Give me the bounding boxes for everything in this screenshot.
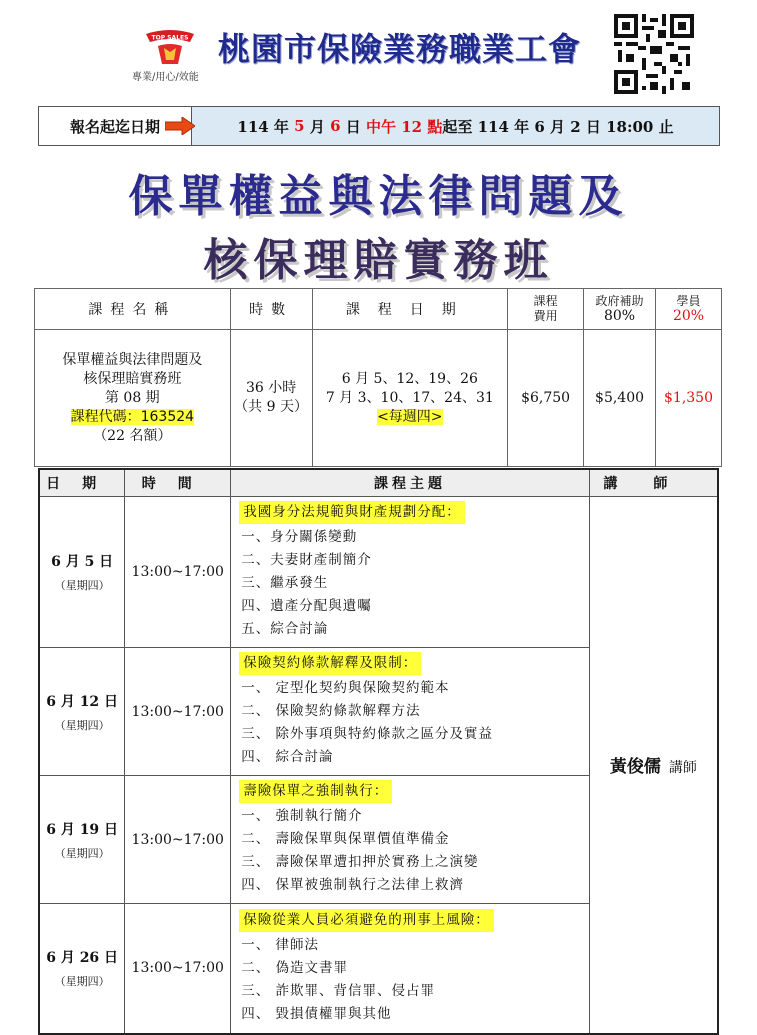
session-weekday: （星期四） — [54, 846, 110, 860]
list-item: 四、 毀損債權罪與其他 — [241, 1005, 392, 1022]
session-topic-cell — [231, 776, 590, 904]
org-name: 桃園市保險業務職業工會 — [218, 30, 582, 68]
list-item: 四、 保單被強制執行之法律上救濟 — [241, 877, 465, 893]
table-row — [39, 497, 718, 648]
reg-month-unit: 月 — [309, 117, 325, 136]
list-item: 二、夫妻財產制簡介 — [241, 552, 372, 568]
course-name-line1: 保單權益與法律問題及 — [62, 351, 203, 368]
hours-cell — [230, 330, 312, 467]
session-date: 6 月 19 日 — [46, 821, 119, 838]
col-time: 時間 — [125, 469, 231, 497]
session-weekday: （星期四） — [54, 718, 110, 732]
teacher-title: 講師 — [668, 760, 697, 777]
session-topic-cell — [231, 904, 590, 1034]
col-topic: 課程主題 — [231, 469, 590, 497]
session-topic: 我國身分法規範與財產規劃分配： — [239, 501, 465, 524]
list-item: 二、 保險契約條款解釋方法 — [241, 703, 421, 719]
list-item: 一、 律師法 — [241, 936, 320, 953]
session-topic: 保險從業人員必須避免的刑事上風險： — [239, 909, 494, 932]
list-item: 一、 定型化契約與保險契約範本 — [241, 680, 450, 696]
dates-cell — [312, 330, 508, 467]
dates-july: 7 月 3、10、17、24、31 — [325, 389, 494, 406]
logo-text: TOP SALES — [151, 34, 189, 42]
list-item: 三、繼承發生 — [241, 575, 329, 591]
slogan: 專業/用心/效能 — [132, 72, 199, 83]
course-session: 第 08 期 — [104, 389, 160, 406]
registration-label-cell — [39, 107, 192, 145]
list-item: 三、 除外事項與特約條款之區分及實益 — [241, 726, 494, 742]
registration-value — [192, 107, 719, 145]
session-date: 6 月 26 日 — [46, 950, 119, 967]
list-item: 三、 壽險保單遭扣押於實務上之演變 — [241, 854, 479, 870]
session-date-cell — [39, 904, 125, 1034]
reg-until: 起至 114 年 6 月 2 日 18:00 止 — [442, 117, 674, 136]
teacher-cell — [589, 497, 718, 1034]
session-date-cell — [39, 497, 125, 648]
reg-month: 5 — [294, 117, 305, 135]
session-topic: 壽險保單之強制執行： — [239, 780, 392, 803]
student-cost-cell: $1,350 — [656, 330, 722, 467]
teacher-name: 黃俊儒 — [609, 757, 661, 778]
session-date: 6 月 5 日 — [51, 554, 114, 570]
list-item: 二、 壽險保單與保單價值準備金 — [241, 831, 450, 847]
session-weekday: （星期四） — [54, 975, 110, 989]
schedule-header-row — [39, 469, 718, 497]
session-weekday: （星期四） — [54, 579, 110, 592]
col-hours: 時數 — [230, 289, 312, 330]
summary-header-row — [35, 289, 722, 330]
subsidy-cell: $5,400 — [584, 330, 656, 467]
list-item: 三、 詐欺罪、背信罪、侵占罪 — [241, 982, 436, 999]
col-date: 日期 — [39, 469, 125, 497]
course-name-cell — [35, 330, 231, 467]
list-item: 一、 強制執行簡介 — [241, 808, 363, 824]
session-time: 13:00~17:00 — [125, 648, 231, 776]
col-fee: 課程 費用 — [508, 289, 584, 330]
union-logo — [140, 28, 200, 68]
col-teacher: 講師 — [589, 469, 718, 497]
reg-day: 6 — [330, 117, 341, 135]
qr-code-icon[interactable] — [614, 14, 694, 94]
session-topic-cell — [231, 497, 590, 648]
session-date: 6 月 12 日 — [46, 693, 119, 710]
list-item: 四、遺產分配與遺囑 — [241, 598, 372, 614]
list-item: 四、 綜合討論 — [241, 749, 334, 765]
registration-period-bar — [38, 106, 720, 146]
list-item: 二、 偽造文書罪 — [241, 959, 349, 976]
course-quota: （22 名額） — [93, 427, 172, 444]
list-item: 五、綜合討論 — [241, 621, 329, 637]
hours-total: 36 小時 — [245, 380, 297, 396]
course-name-line2: 核保理賠實務班 — [83, 370, 182, 387]
reg-noon: 中午 12 點 — [366, 117, 443, 136]
session-time: 13:00~17:00 — [125, 776, 231, 904]
fee-cell: $6,750 — [508, 330, 584, 467]
summary-data-row — [35, 330, 722, 467]
reg-year: 114 年 — [237, 117, 289, 136]
course-summary-table — [34, 288, 722, 467]
dates-weekday: <每週四> — [377, 408, 443, 425]
reg-day-unit: 日 — [345, 117, 361, 136]
session-topic: 保險契約條款解釋及限制： — [239, 652, 421, 675]
col-dates: 課程日期 — [312, 289, 508, 330]
session-date-cell — [39, 648, 125, 776]
session-time: 13:00~17:00 — [125, 497, 231, 648]
registration-label: 報名起迄日期 — [69, 117, 160, 136]
session-date-cell — [39, 776, 125, 904]
course-code: 課程代碼：163524 — [70, 408, 195, 425]
dates-june: 6 月 5、12、19、26 — [341, 370, 478, 387]
course-title-line2: 核保理賠實務班 — [203, 235, 554, 286]
col-student: 學員 20% — [656, 289, 722, 330]
session-time: 13:00~17:00 — [125, 904, 231, 1034]
session-topic-cell — [231, 648, 590, 776]
col-course-name: 課程名稱 — [35, 289, 231, 330]
arrow-right-icon — [165, 117, 195, 135]
col-subsidy: 政府補助 80% — [584, 289, 656, 330]
schedule-table — [38, 468, 719, 1035]
course-title-line1: 保單權益與法律問題及 — [128, 171, 629, 222]
list-item: 一、身分關係變動 — [241, 529, 358, 545]
hours-days: （共 9 天） — [234, 399, 308, 415]
